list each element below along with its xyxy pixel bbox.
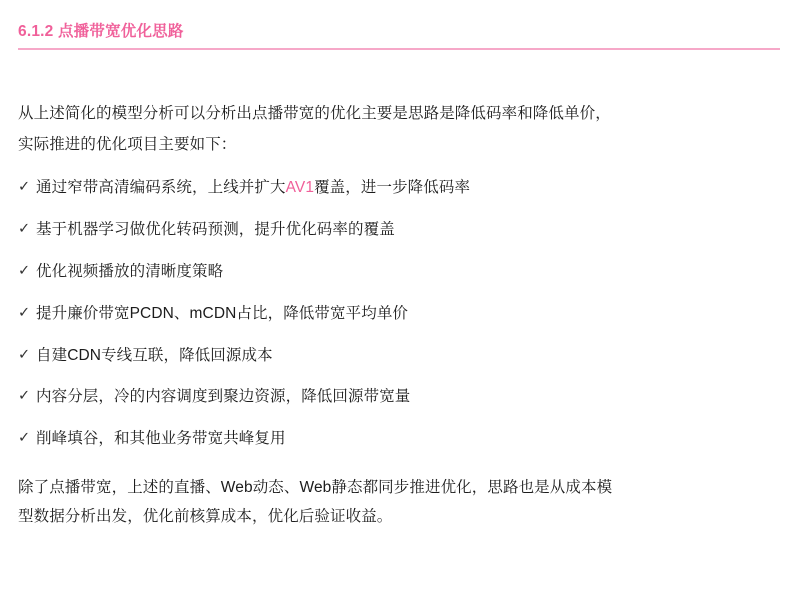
list-item [18, 302, 778, 327]
list-item [18, 344, 778, 369]
check-icon: ✓ [18, 262, 31, 279]
intro-line-1: 从上述简化的模型分析可以分析出点播带宽的优化主要是思路是降低码率和降低单价， [18, 105, 611, 123]
list-item-text [36, 385, 778, 410]
list-item-text-before: 优化视频播放的清晰度策略 [36, 262, 224, 280]
list-item-text [36, 344, 778, 369]
list-item-text [36, 427, 778, 452]
list-item-text-before: 削峰填谷，和其他业务带宽共峰复用 [36, 430, 286, 448]
list-item-text-before: 提升廉价带宽PCDN、mCDN占比，降低带宽平均单价 [36, 304, 409, 322]
check-icon: ✓ [18, 388, 31, 405]
list-item-text-after: 覆盖，进一步降低码率 [314, 179, 471, 197]
list-item [18, 176, 778, 201]
check-icon: ✓ [18, 304, 31, 321]
check-icon: ✓ [18, 221, 31, 238]
list-item [18, 385, 778, 410]
closing-line-2: 型数据分析出发，优化前核算成本，优化后验证收益。 [18, 508, 393, 526]
list-item [18, 218, 778, 243]
closing-paragraph [18, 474, 778, 530]
list-item [18, 260, 778, 285]
list-item-text-before: 内容分层，冷的内容调度到聚边资源，降低回源带宽量 [36, 388, 411, 406]
check-icon: ✓ [18, 179, 31, 196]
intro-line-2: 实际推进的优化项目主要如下： [18, 136, 237, 154]
list-item [18, 427, 778, 452]
heading-divider [18, 48, 780, 50]
list-item-text [36, 302, 778, 327]
list-item-text [36, 218, 778, 243]
list-item-text-before: 通过窄带高清编码系统，上线并扩大 [36, 179, 286, 197]
list-item-text [36, 260, 778, 285]
list-item-text [36, 176, 778, 201]
check-icon: ✓ [18, 430, 31, 447]
closing-line-1: 除了点播带宽，上述的直播、Web动态、Web静态都同步推进优化，思路也是从成本模 [18, 478, 613, 496]
check-icon: ✓ [18, 346, 31, 363]
list-item-text-before: 基于机器学习做优化转码预测，提升优化码率的覆盖 [36, 221, 395, 239]
list-item-text-before: 自建CDN专线互联，降低回源成本 [36, 346, 273, 364]
optimization-item-list [18, 176, 778, 452]
intro-paragraph [18, 100, 778, 158]
list-item-highlight: AV1 [285, 179, 315, 197]
section-heading: 6.1.2 点播带宽优化思路 [18, 23, 184, 40]
